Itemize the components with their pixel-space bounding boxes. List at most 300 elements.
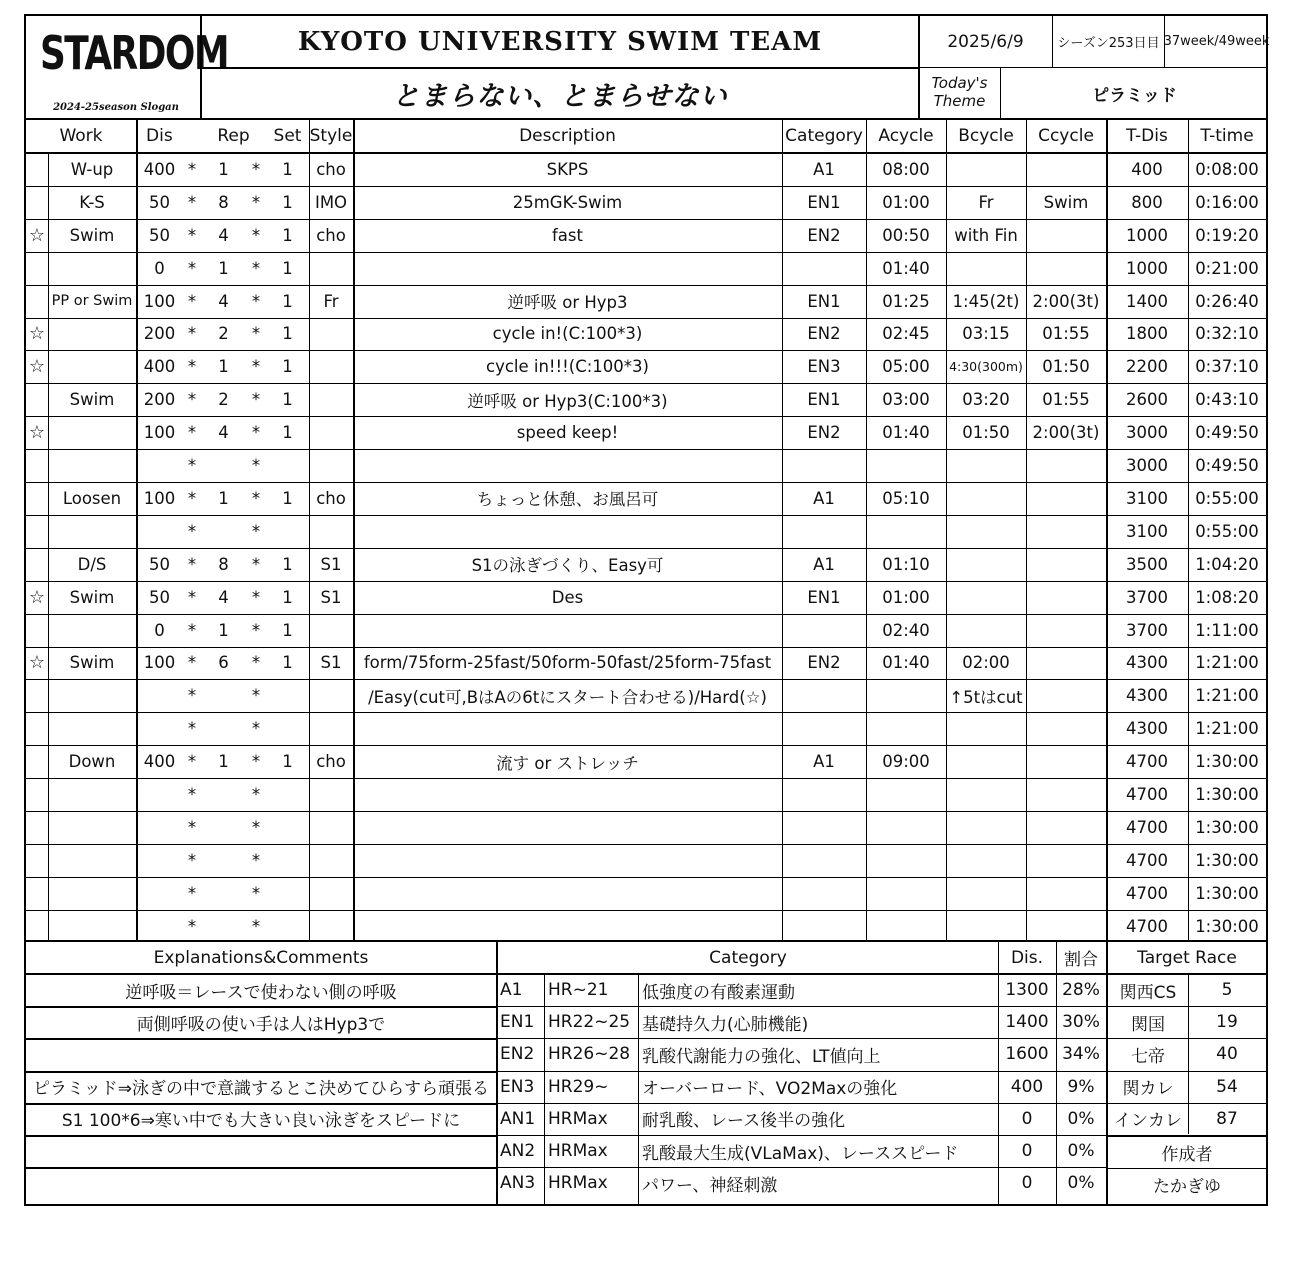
- row-20-m2: *: [251, 817, 261, 837]
- row-0-b: [946, 153, 1026, 186]
- col-header-acycle: Acycle: [878, 125, 934, 146]
- row-1-tdis: 800: [1131, 192, 1163, 212]
- row-19-m2: *: [251, 785, 261, 805]
- row-0-set: 1: [282, 159, 293, 179]
- row-10-style: cho: [316, 488, 346, 508]
- row-22-ttime: 1:30:00: [1195, 883, 1259, 903]
- target-days-0: 5: [1221, 980, 1233, 1001]
- row-6-cat: EN3: [807, 357, 841, 377]
- row-16-c: [1026, 679, 1106, 712]
- row-3-ttime: 0:21:00: [1195, 258, 1259, 278]
- comment-line-1: 両側呼吸の使い手は人はHyp3で: [136, 1014, 386, 1035]
- row-1-m1: *: [187, 192, 197, 212]
- row-4-ttime: 0:26:40: [1195, 291, 1259, 311]
- row-22-m2: *: [251, 883, 261, 903]
- row-10-set: 1: [282, 488, 293, 508]
- row-1-desc: 25mGK-Swim: [512, 192, 623, 212]
- row-16-b: ↑5tはcut: [949, 687, 1023, 707]
- slogan: とまらない、とまらせない: [392, 80, 728, 112]
- row-9-cat: [782, 449, 866, 482]
- row-5-m1: *: [187, 324, 197, 344]
- col-header-ccycle: Ccycle: [1038, 125, 1094, 146]
- row-21-rep: [201, 844, 246, 877]
- category-code-5: AN2: [500, 1141, 536, 1162]
- row-7-cat: EN1: [807, 390, 841, 410]
- category-ratio-header: 割合: [1064, 950, 1098, 970]
- row-6-dis: 400: [143, 357, 176, 377]
- row-12-style: S1: [320, 554, 342, 574]
- row-3-set: 1: [282, 258, 293, 278]
- row-21-desc: [353, 844, 782, 877]
- row-23-c: [1026, 910, 1106, 943]
- row-20-b: [946, 811, 1026, 844]
- row-1-a: 01:00: [882, 192, 930, 212]
- row-18-a: 09:00: [882, 752, 930, 772]
- row-2-style: cho: [316, 225, 346, 245]
- row-14-tdis: 3700: [1126, 620, 1168, 640]
- category-title: Category: [709, 947, 787, 968]
- row-7-m2: *: [251, 390, 261, 410]
- row-12-star: [26, 548, 48, 581]
- row-21-m2: *: [251, 850, 261, 870]
- category-pct-1: 30%: [1062, 1012, 1100, 1033]
- row-19-desc: [353, 778, 782, 811]
- row-13-m2: *: [251, 587, 261, 607]
- row-3-style: [309, 252, 353, 285]
- target-race-3: 関カレ: [1122, 1079, 1174, 1100]
- row-6-star: ☆: [28, 356, 46, 378]
- category-dis-1: 1400: [1005, 1012, 1049, 1033]
- row-8-dis: 100: [143, 423, 176, 443]
- row-3-dis: 0: [154, 258, 165, 278]
- category-code-4: AN1: [500, 1108, 536, 1129]
- row-16-a: [866, 679, 946, 712]
- row-6-ttime: 0:37:10: [1195, 357, 1259, 377]
- row-0-a: 08:00: [882, 159, 930, 179]
- row-17-tdis: 4300: [1126, 719, 1168, 739]
- row-12-b: [946, 548, 1026, 581]
- row-7-style: [309, 383, 353, 416]
- row-8-set: 1: [282, 423, 293, 443]
- category-desc-5: 乳酸最大生成(VLaMax)、レーススピード: [642, 1143, 959, 1164]
- row-11-set: [266, 515, 309, 548]
- row-19-style: [309, 778, 353, 811]
- row-19-a: [866, 778, 946, 811]
- row-5-ttime: 0:32:10: [1195, 324, 1259, 344]
- row-5-m2: *: [251, 324, 261, 344]
- row-9-ttime: 0:49:50: [1195, 456, 1259, 476]
- row-2-c: [1026, 219, 1106, 252]
- row-0-work: W-up: [70, 159, 114, 179]
- row-8-ttime: 0:49:50: [1195, 423, 1259, 443]
- row-13-style: S1: [320, 587, 342, 607]
- row-11-dis: [136, 515, 183, 548]
- category-hr-4: HRMax: [548, 1108, 608, 1129]
- row-2-set: 1: [282, 225, 293, 245]
- row-8-star: ☆: [28, 422, 46, 444]
- row-9-desc: [353, 449, 782, 482]
- row-12-desc: S1の泳ぎづくり、Easy可: [471, 556, 664, 576]
- row-20-tdis: 4700: [1126, 817, 1168, 837]
- row-11-rep: [201, 515, 246, 548]
- row-19-cat: [782, 778, 866, 811]
- row-23-star: [26, 910, 48, 943]
- row-18-set: 1: [282, 752, 293, 772]
- row-11-tdis: 3100: [1126, 521, 1168, 541]
- row-2-tdis: 1000: [1126, 225, 1168, 245]
- row-17-style: [309, 712, 353, 745]
- row-11-cat: [782, 515, 866, 548]
- row-2-b: with Fin: [954, 225, 1018, 245]
- row-7-rep: 2: [218, 390, 229, 410]
- row-10-dis: 100: [143, 488, 176, 508]
- row-10-work: Loosen: [62, 488, 122, 508]
- row-10-m2: *: [251, 488, 261, 508]
- target-days-1: 19: [1216, 1012, 1238, 1033]
- category-hr-1: HR22~25: [548, 1012, 631, 1033]
- row-19-m1: *: [187, 785, 197, 805]
- date: 2025/6/9: [947, 31, 1024, 52]
- row-13-c: [1026, 581, 1106, 614]
- row-9-set: [266, 449, 309, 482]
- col-header-set: Set: [273, 125, 302, 146]
- row-4-tdis: 1400: [1126, 291, 1168, 311]
- row-16-tdis: 4300: [1126, 686, 1168, 706]
- row-23-tdis: 4700: [1126, 916, 1168, 936]
- row-15-tdis: 4300: [1126, 653, 1168, 673]
- category-desc-1: 基礎持久力(心肺機能): [642, 1014, 809, 1035]
- row-8-cat: EN2: [807, 423, 841, 443]
- row-22-a: [866, 877, 946, 910]
- row-15-a: 01:40: [882, 653, 930, 673]
- row-23-dis: [136, 910, 183, 943]
- row-10-c: [1026, 482, 1106, 515]
- category-hr-5: HRMax: [548, 1141, 608, 1162]
- row-10-desc: ちょっと休憩、お風呂可: [476, 490, 659, 510]
- row-5-dis: 200: [143, 324, 176, 344]
- target-race-4: インカレ: [1114, 1111, 1182, 1132]
- row-18-c: [1026, 745, 1106, 778]
- row-3-c: [1026, 252, 1106, 285]
- row-6-b: 4:30(300m): [949, 359, 1023, 375]
- row-10-tdis: 3100: [1126, 488, 1168, 508]
- row-15-b: 02:00: [962, 653, 1010, 673]
- row-0-dis: 400: [143, 159, 176, 179]
- row-14-rep: 1: [218, 620, 229, 640]
- comments-title: Explanations&Comments: [153, 947, 369, 968]
- row-5-rep: 2: [218, 324, 229, 344]
- row-7-m1: *: [187, 390, 197, 410]
- row-18-tdis: 4700: [1126, 752, 1168, 772]
- row-11-c: [1026, 515, 1106, 548]
- row-21-ttime: 1:30:00: [1195, 850, 1259, 870]
- category-pct-3: 9%: [1067, 1076, 1095, 1097]
- category-dis-header: Dis.: [1010, 947, 1044, 968]
- row-17-c: [1026, 712, 1106, 745]
- row-12-tdis: 3500: [1126, 554, 1168, 574]
- row-15-star: ☆: [28, 652, 46, 674]
- row-16-cat: [782, 679, 866, 712]
- row-4-work: PP or Swim: [51, 293, 133, 310]
- row-19-dis: [136, 778, 183, 811]
- row-15-work: Swim: [69, 653, 115, 673]
- row-2-m2: *: [251, 225, 261, 245]
- row-3-m1: *: [187, 258, 197, 278]
- row-23-cat: [782, 910, 866, 943]
- row-18-m2: *: [251, 752, 261, 772]
- row-20-style: [309, 811, 353, 844]
- row-14-ttime: 1:11:00: [1195, 620, 1259, 640]
- row-3-desc: [353, 252, 782, 285]
- row-16-m2: *: [251, 686, 261, 706]
- row-19-rep: [201, 778, 246, 811]
- row-17-dis: [136, 712, 183, 745]
- logo-text: STARDOM: [40, 26, 229, 80]
- row-23-set: [266, 910, 309, 943]
- row-18-dis: 400: [143, 752, 176, 772]
- col-header-category: Category: [785, 125, 863, 146]
- row-7-a: 03:00: [882, 390, 930, 410]
- row-22-b: [946, 877, 1026, 910]
- category-code-6: AN3: [500, 1173, 536, 1194]
- row-7-dis: 200: [143, 390, 176, 410]
- row-16-ttime: 1:21:00: [1195, 686, 1259, 706]
- row-18-star: [26, 745, 48, 778]
- row-10-cat: A1: [813, 488, 835, 508]
- row-10-rep: 1: [218, 488, 229, 508]
- category-hr-0: HR~21: [548, 980, 609, 1001]
- row-19-set: [266, 778, 309, 811]
- row-22-star: [26, 877, 48, 910]
- target-days-4: 87: [1216, 1108, 1238, 1129]
- row-6-c: 01:50: [1042, 357, 1090, 377]
- target-days-2: 40: [1216, 1044, 1238, 1065]
- row-18-rep: 1: [218, 752, 229, 772]
- row-13-dis: 50: [149, 587, 170, 607]
- row-7-c: 01:55: [1042, 390, 1090, 410]
- category-hr-2: HR26~28: [548, 1044, 631, 1065]
- row-23-style: [309, 910, 353, 943]
- row-3-rep: 1: [218, 258, 229, 278]
- theme-value: ピラミッド: [1092, 85, 1177, 106]
- row-13-a: 01:00: [882, 587, 930, 607]
- category-code-1: EN1: [500, 1012, 535, 1033]
- row-5-work: [48, 318, 136, 351]
- row-8-tdis: 3000: [1126, 423, 1168, 443]
- row-12-a: 01:10: [882, 554, 930, 574]
- category-pct-6: 0%: [1067, 1173, 1095, 1194]
- row-13-cat: EN1: [807, 587, 841, 607]
- row-6-tdis: 2200: [1126, 357, 1168, 377]
- theme-label: [919, 69, 1000, 117]
- row-22-m1: *: [187, 883, 197, 903]
- row-22-rep: [201, 877, 246, 910]
- row-4-set: 1: [282, 291, 293, 311]
- row-1-style: IMO: [314, 192, 348, 212]
- row-3-star: [26, 252, 48, 285]
- row-22-tdis: 4700: [1126, 883, 1168, 903]
- row-18-ttime: 1:30:00: [1195, 752, 1259, 772]
- category-dis-5: 0: [1021, 1141, 1033, 1162]
- category-code-0: A1: [500, 980, 523, 1001]
- row-15-dis: 100: [143, 653, 176, 673]
- row-8-desc: speed keep!: [516, 423, 619, 443]
- row-9-b: [946, 449, 1026, 482]
- row-0-cat: A1: [813, 159, 835, 179]
- row-1-set: 1: [282, 192, 293, 212]
- row-11-work: [48, 515, 136, 548]
- row-14-style: [309, 614, 353, 647]
- row-21-star: [26, 844, 48, 877]
- row-5-style: [309, 318, 353, 351]
- category-dis-6: 0: [1021, 1173, 1033, 1194]
- row-10-m1: *: [187, 488, 197, 508]
- row-14-c: [1026, 614, 1106, 647]
- row-14-b: [946, 614, 1026, 647]
- category-pct-0: 28%: [1062, 980, 1100, 1001]
- row-14-m2: *: [251, 620, 261, 640]
- row-4-star: [26, 285, 48, 318]
- target-race-0: 関西CS: [1119, 982, 1177, 1003]
- row-22-cat: [782, 877, 866, 910]
- row-2-dis: 50: [149, 225, 170, 245]
- row-20-star: [26, 811, 48, 844]
- row-7-desc: 逆呼吸 or Hyp3(C:100*3): [467, 391, 668, 411]
- row-1-dis: 50: [149, 192, 170, 212]
- row-22-c: [1026, 877, 1106, 910]
- row-16-style: [309, 679, 353, 712]
- comment-line-4: S1 100*6⇒寒い中でも大きい良い泳ぎをスピードに: [61, 1111, 461, 1132]
- row-5-set: 1: [282, 324, 293, 344]
- row-9-star: [26, 449, 48, 482]
- row-9-style: [309, 449, 353, 482]
- row-17-set: [266, 712, 309, 745]
- row-2-star: ☆: [28, 224, 46, 246]
- category-dis-2: 1600: [1005, 1044, 1049, 1065]
- row-23-a: [866, 910, 946, 943]
- category-desc-3: オーバーロード、VO2Maxの強化: [642, 1079, 898, 1100]
- row-15-ttime: 1:21:00: [1195, 653, 1259, 673]
- row-9-tdis: 3000: [1126, 456, 1168, 476]
- category-desc-6: パワー、神経刺激: [642, 1175, 778, 1196]
- row-21-b: [946, 844, 1026, 877]
- row-13-desc: Des: [551, 587, 584, 607]
- row-16-m1: *: [187, 686, 197, 706]
- row-2-desc: fast: [552, 225, 583, 245]
- row-4-a: 01:25: [882, 291, 930, 311]
- row-17-m1: *: [187, 719, 197, 739]
- row-21-tdis: 4700: [1126, 850, 1168, 870]
- col-header-rep: Rep: [217, 125, 250, 146]
- category-hr-6: HRMax: [548, 1173, 608, 1194]
- category-dis-3: 400: [1010, 1076, 1044, 1097]
- category-desc-0: 低強度の有酸素運動: [642, 982, 795, 1003]
- row-23-b: [946, 910, 1026, 943]
- row-4-m2: *: [251, 291, 261, 311]
- row-1-b: Fr: [978, 192, 994, 212]
- row-2-ttime: 0:19:20: [1195, 225, 1259, 245]
- row-22-work: [48, 877, 136, 910]
- row-11-m1: *: [187, 521, 197, 541]
- category-desc-4: 耐乳酸、レース後半の強化: [642, 1111, 846, 1132]
- row-5-c: 01:55: [1042, 324, 1090, 344]
- category-hr-3: HR29~: [548, 1076, 609, 1097]
- row-3-m2: *: [251, 258, 261, 278]
- row-18-b: [946, 745, 1026, 778]
- row-11-style: [309, 515, 353, 548]
- row-7-star: [26, 383, 48, 416]
- row-4-desc: 逆呼吸 or Hyp3: [507, 293, 628, 313]
- col-header-bcycle: Bcycle: [958, 125, 1014, 146]
- logo: [40, 26, 229, 92]
- row-20-cat: [782, 811, 866, 844]
- row-21-work: [48, 844, 136, 877]
- row-13-set: 1: [282, 587, 293, 607]
- row-4-c: 2:00(3t): [1032, 291, 1100, 311]
- row-14-work: [48, 614, 136, 647]
- row-11-b: [946, 515, 1026, 548]
- row-23-desc: [353, 910, 782, 943]
- row-6-rep: 1: [218, 357, 229, 377]
- comment-line-5: [26, 1135, 496, 1167]
- row-16-set: [266, 679, 309, 712]
- row-0-m1: *: [187, 159, 197, 179]
- row-8-m2: *: [251, 423, 261, 443]
- row-2-rep: 4: [218, 225, 229, 245]
- row-21-style: [309, 844, 353, 877]
- row-21-set: [266, 844, 309, 877]
- comment-line-3: ピラミッド⇒泳ぎの中で意識するとこ決めてひらすら頑張る: [33, 1079, 489, 1100]
- row-23-rep: [201, 910, 246, 943]
- row-5-tdis: 1800: [1126, 324, 1168, 344]
- target-race-2: 七帝: [1131, 1046, 1165, 1067]
- row-13-m1: *: [187, 587, 197, 607]
- row-18-desc: 流す or ストレッチ: [496, 753, 639, 773]
- row-9-a: [866, 449, 946, 482]
- row-3-work: [48, 252, 136, 285]
- row-0-style: cho: [316, 159, 346, 179]
- theme-label-line1: Today's: [931, 74, 988, 92]
- author-label: 作成者: [1161, 1144, 1213, 1165]
- row-4-b: 1:45(2t): [952, 291, 1020, 311]
- team-name: KYOTO UNIVERSITY SWIM TEAM: [297, 27, 823, 57]
- col-header-t-dis: T-Dis: [1126, 125, 1168, 146]
- row-22-desc: [353, 877, 782, 910]
- row-14-star: [26, 614, 48, 647]
- row-23-m2: *: [251, 916, 261, 936]
- row-15-desc: form/75form-25fast/50form-50fast/25form-75fast: [363, 653, 772, 673]
- row-15-c: [1026, 647, 1106, 680]
- category-pct-4: 0%: [1067, 1108, 1095, 1129]
- row-0-tdis: 400: [1131, 159, 1163, 179]
- row-15-m2: *: [251, 653, 261, 673]
- category-dis-0: 1300: [1005, 980, 1049, 1001]
- row-23-work: [48, 910, 136, 943]
- comment-line-2: [26, 1038, 496, 1070]
- row-20-work: [48, 811, 136, 844]
- practice-sheet: [24, 14, 1268, 1206]
- row-11-m2: *: [251, 521, 261, 541]
- comment-line-0: 逆呼吸＝レースで使わない側の呼吸: [125, 982, 397, 1003]
- row-4-m1: *: [187, 291, 197, 311]
- row-6-a: 05:00: [882, 357, 930, 377]
- row-15-m1: *: [187, 653, 197, 673]
- row-20-desc: [353, 811, 782, 844]
- col-header-work: Work: [59, 125, 103, 146]
- row-3-tdis: 1000: [1126, 258, 1168, 278]
- row-17-star: [26, 712, 48, 745]
- row-18-style: cho: [316, 752, 346, 772]
